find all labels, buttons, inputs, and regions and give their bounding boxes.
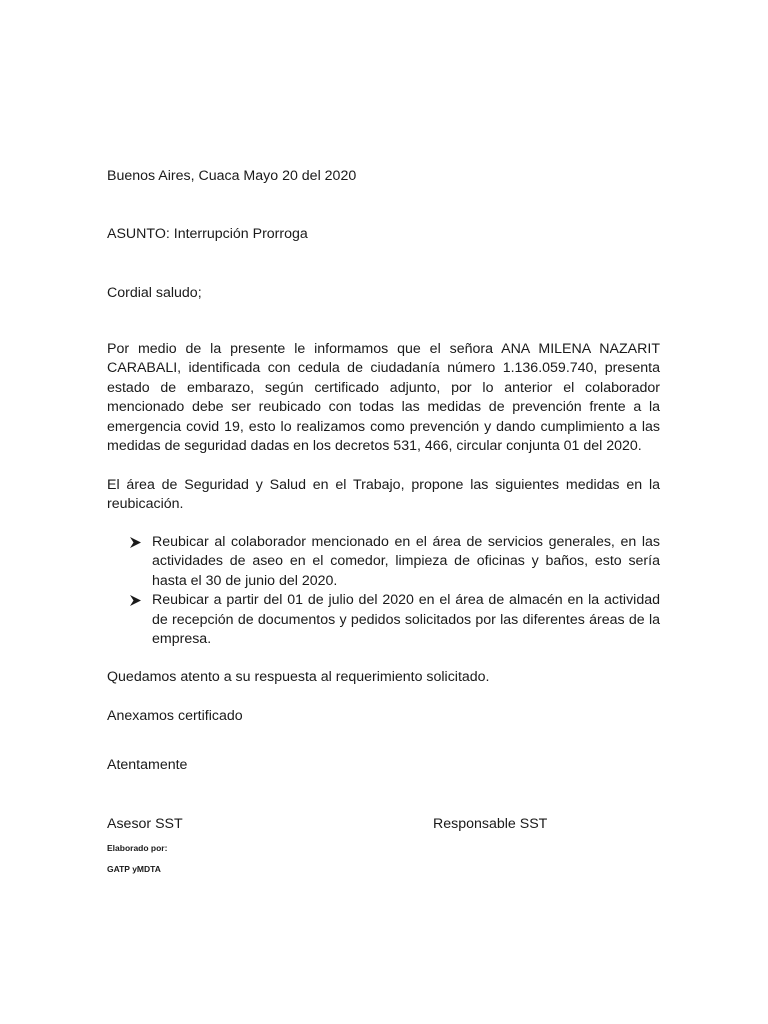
arrowhead-bullet-icon	[130, 595, 141, 606]
closing-request: Quedamos atento a su respuesta al requerimiento solicitado.	[107, 669, 490, 685]
date-line: Buenos Aires, Cuaca Mayo 20 del 2020	[107, 168, 357, 184]
sign-off: Atentamente	[107, 757, 188, 773]
prepared-by-value: GATP yMDTA	[107, 864, 161, 874]
attachment-note: Anexamos certificado	[107, 708, 243, 724]
signature-left: Asesor SST	[107, 816, 183, 832]
prepared-by-label: Elaborado por:	[107, 843, 168, 853]
body-paragraph-1: Por medio de la presente le informamos que el señora ANA MILENA NAZARIT CARABALI, identificada con cedula de ciudadanía número 1.136.059.740, presenta estado de embarazo, según certificado adjunto, por lo anterior el colaborador mencionado debe ser reubicado con todas las medidas de prevención frente a la emergencia covid 19, esto lo realizamos como prevención y dando cumplimiento a las medidas de seguridad dadas en los decretos 531, 466, circular conjunta 01 del 2020.	[107, 341, 660, 455]
measures-list	[130, 533, 660, 649]
list-item	[130, 533, 660, 591]
list-item	[130, 591, 660, 649]
subject-line: ASUNTO: Interrupción Prorroga	[107, 226, 308, 242]
body-paragraph-2: El área de Seguridad y Salud en el Trabajo, propone las siguientes medidas en la reubicación.	[107, 477, 660, 513]
measure-text: Reubicar al colaborador mencionado en el área de servicios generales, en las actividades de aseo en el comedor, limpieza de oficinas y baños, esto sería hasta el 30 de junio del 2020.	[152, 534, 660, 589]
measure-text: Reubicar a partir del 01 de julio del 2020 en el área de almacén en la actividad de recepción de documentos y pedidos solicitados por las diferentes áreas de la empresa.	[152, 592, 660, 648]
greeting: Cordial saludo;	[107, 285, 202, 301]
arrowhead-bullet-icon	[130, 537, 141, 548]
signature-right: Responsable SST	[433, 816, 548, 832]
